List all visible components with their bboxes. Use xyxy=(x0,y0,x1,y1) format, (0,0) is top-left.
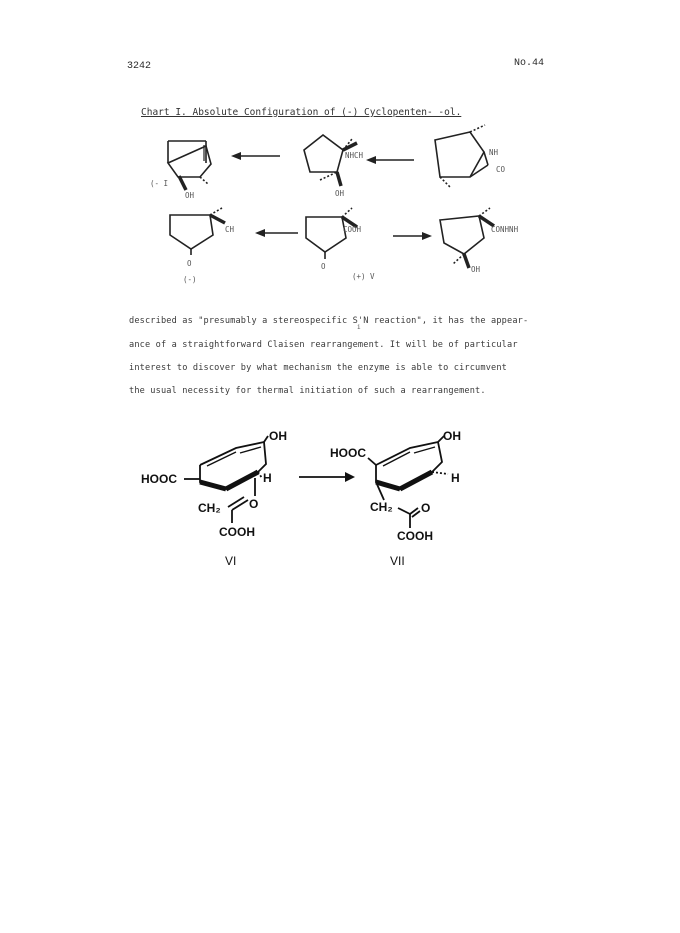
sn-subscript: i xyxy=(357,324,361,331)
label-o2: O xyxy=(321,262,326,271)
vi-ch2: CH₂ xyxy=(198,501,221,515)
label-co: CO xyxy=(496,165,506,174)
vi-o: O xyxy=(249,497,259,511)
vi-cooh: COOH xyxy=(219,525,255,539)
label-ch3: CH xyxy=(225,225,235,234)
label-o1: O xyxy=(187,259,192,268)
label-cooh: COOH xyxy=(343,225,362,234)
vii-label: VII xyxy=(390,554,405,568)
label-oh3: OH xyxy=(471,265,481,274)
vii-cooh: COOH xyxy=(397,529,433,543)
compound-vii-ring xyxy=(368,436,448,528)
label-cmpd-bottom-left: (-) xyxy=(183,275,197,284)
vii-h: H xyxy=(451,471,460,485)
label-oh1: OH xyxy=(185,191,195,200)
label-cmpd1: (- I xyxy=(150,179,169,188)
vii-ch2: CH₂ xyxy=(370,500,393,514)
label-conhnh: CONHNH xyxy=(491,225,519,234)
vii-hooc: HOOC xyxy=(330,446,366,460)
label-nh: NH xyxy=(489,148,499,157)
paragraph-line-3: interest to discover by what mechanism the enzyme is able to circumvent xyxy=(129,363,507,373)
vii-o: O xyxy=(421,501,431,515)
vi-h: H xyxy=(263,471,272,485)
paragraph-line-1: described as "presumably a stereospecific S'N reaction", it has the appear- xyxy=(129,316,529,326)
page-number: 3242 xyxy=(127,61,152,72)
label-nhch: NHCH xyxy=(345,151,364,160)
label-cmpd-v: (+) V xyxy=(352,272,375,281)
vi-hooc: HOOC xyxy=(141,472,177,486)
vii-oh: OH xyxy=(443,429,461,443)
paragraph-line-2: ance of a straightforward Claisen rearrangement. It will be of particular xyxy=(129,340,518,350)
vi-label: VI xyxy=(225,554,237,568)
chart-caption: Chart I. Absolute Configuration of (-) Cyclopenten- -ol. xyxy=(141,107,462,118)
label-oh2: OH xyxy=(335,189,345,198)
journal-issue: No.44 xyxy=(514,58,545,69)
vi-oh: OH xyxy=(269,429,287,443)
paragraph-line-4: the usual necessity for thermal initiation of such a rearrangement. xyxy=(129,386,486,396)
